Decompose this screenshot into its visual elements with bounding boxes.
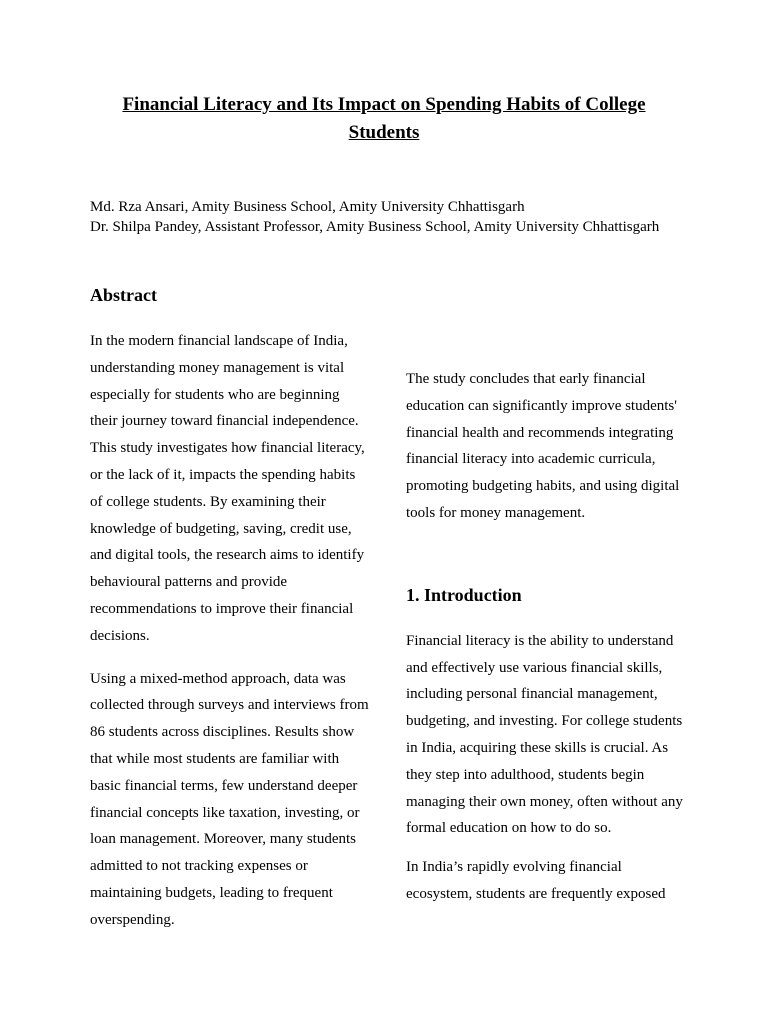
author-line: Md. Rza Ansari, Amity Business School, Amity University Chhattisgarh [90,199,525,215]
right-column [406,366,690,908]
introduction-paragraph: Financial literacy is the ability to understand and effectively use various financial skills, including personal financial management, budgeting, and investing. For college students in India, acquiring these skills is crucial. As they step into adulthood, students begin managing their own money, often without any formal education on how to do so. [406,632,683,837]
author-list [90,197,690,237]
abstract-paragraph: Using a mixed-method approach, data was collected through surveys and interviews from 86 students across disciplines. Results show that while most students are familiar with basic financial terms, few understand deeper financial concepts like taxation, investing, or loan management. Moreover, many students admitted to not tracking expenses or maintaining budgets, leading to frequent overspending. [90,670,369,928]
introduction-paragraph: In India’s rapidly evolving financial ecosystem, students are frequently exposed [406,859,666,902]
abstract-paragraph: In the modern financial landscape of India, understanding money management is vital especially for students who are beginning their journey toward financial independence. This study investigates how financial literacy, or the lack of it, impacts the spending habits of college students. By examining their knowledge of budgeting, saving, credit use, and digital tools, the research aims to identify behavioural patterns and provide recommendations to improve their financial decisions. [90,333,365,644]
introduction-heading: 1. Introduction [406,584,522,605]
author-line: Dr. Shilpa Pandey, Assistant Professor, Amity Business School, Amity University Chhattisgarh [90,219,660,235]
paper-title: Financial Literacy and Its Impact on Spending Habits of College Students [122,94,646,143]
left-column [90,284,370,934]
abstract-heading: Abstract [90,285,157,305]
abstract-paragraph: The study concludes that early financial education can significantly improve students' financial health and recommends integrating financial literacy into academic curricula, promoting budgeting habits, and using digital tools for money management. [406,371,680,521]
